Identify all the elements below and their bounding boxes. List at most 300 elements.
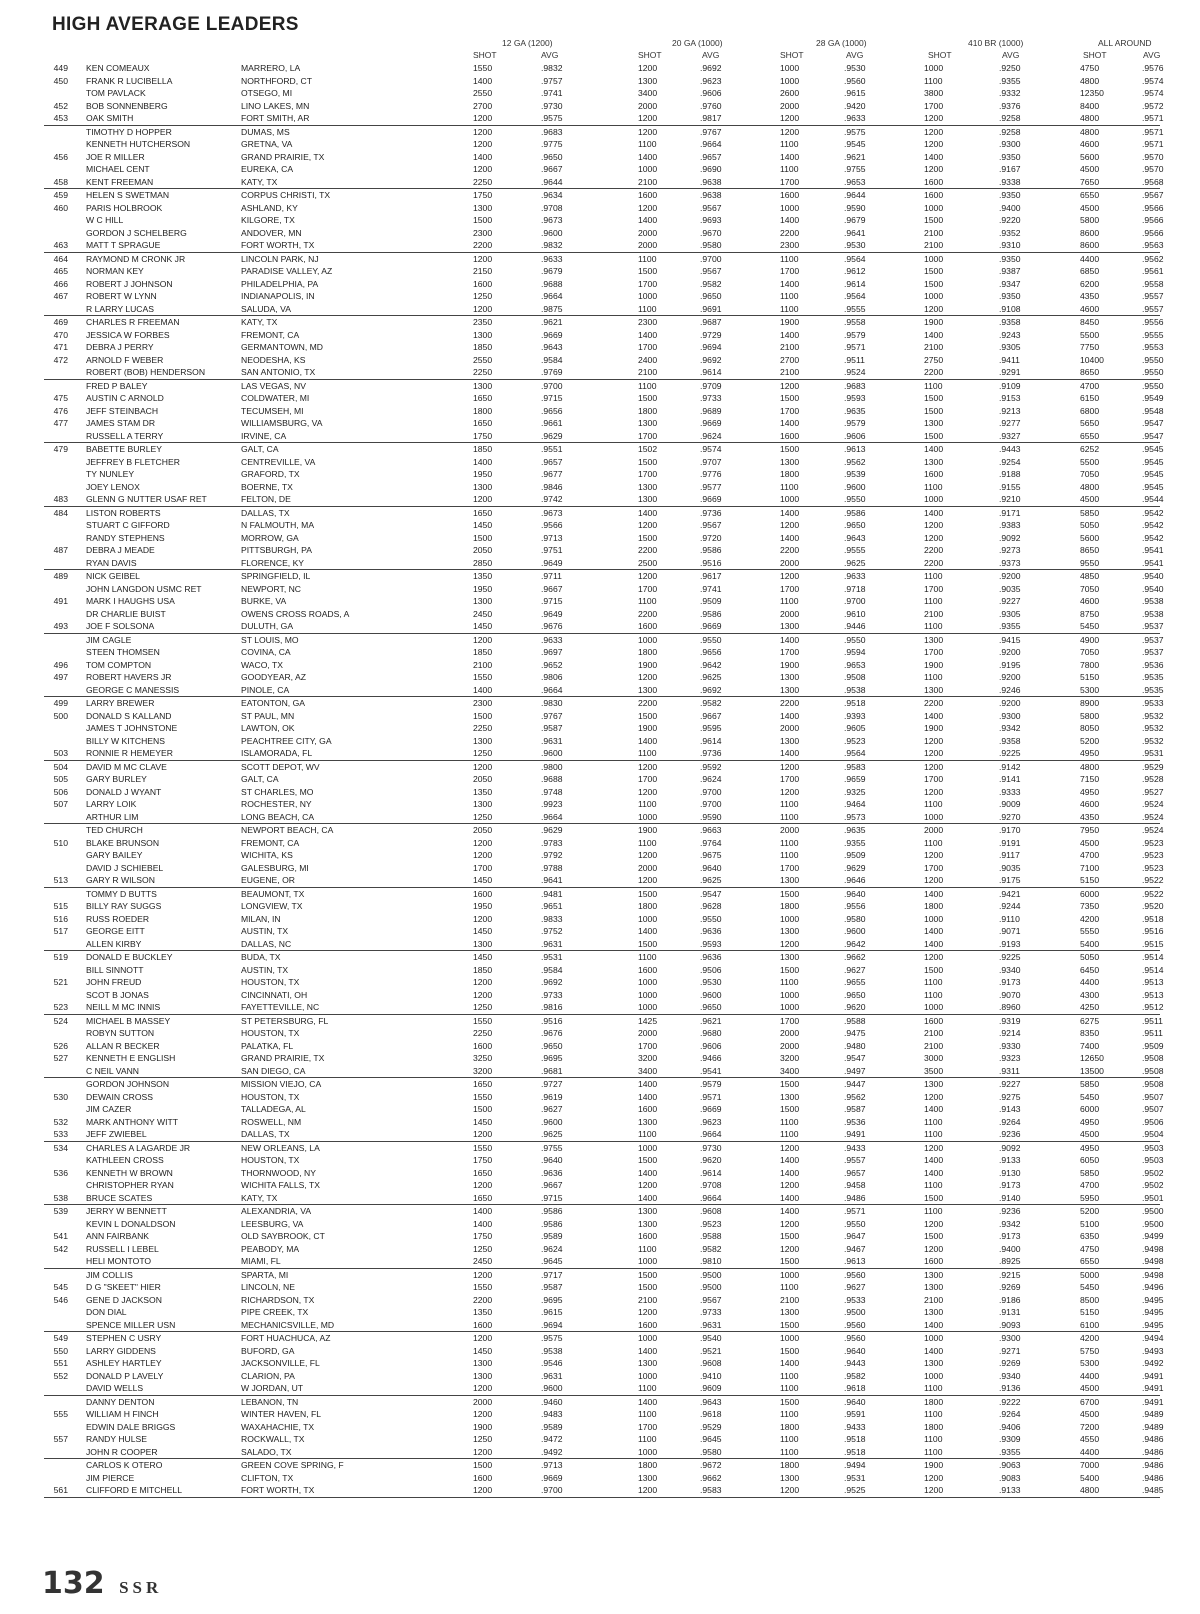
avg-410br: .9300: [999, 139, 1021, 149]
hometown: GOODYEAR, AZ: [241, 672, 306, 682]
hometown: AUSTIN, TX: [241, 926, 289, 936]
avg-all-around: .9498: [1142, 1256, 1164, 1266]
avg-28ga: .9633: [844, 571, 866, 581]
shot-all-around: 5300: [1080, 684, 1100, 695]
avg-12ga: .9676: [541, 1028, 563, 1038]
avg-all-around: .9493: [1142, 1345, 1164, 1356]
avg-410br: .9350: [999, 151, 1021, 162]
avg-all-around: .9574: [1142, 75, 1164, 86]
avg-410br: .9415: [999, 634, 1021, 645]
avg-28ga: .9446: [844, 621, 866, 631]
rank: 484: [53, 507, 68, 518]
shot-410br: 1700: [924, 647, 944, 657]
shot-12ga: 1300: [473, 380, 493, 391]
shot-28ga: 1100: [780, 1116, 799, 1127]
avg-410br: .9264: [999, 1116, 1021, 1127]
avg-all-around: .9513: [1142, 977, 1164, 987]
table-row: [44, 1269, 1164, 1282]
avg-410br: .9142: [999, 761, 1021, 772]
avg-410br: .9133: [999, 1485, 1021, 1495]
shot-410br: 1300: [924, 634, 944, 645]
shot-28ga: 1700: [780, 1015, 800, 1026]
avg-410br: .9291: [999, 367, 1021, 377]
table-row: [44, 417, 1164, 430]
avg-410br: .9063: [999, 1460, 1021, 1470]
shot-12ga: 1200: [473, 1269, 493, 1280]
shooter-name: ALLAN R BECKER: [86, 1040, 160, 1051]
shot-12ga: 2200: [473, 240, 493, 250]
shot-28ga: 1000: [780, 75, 800, 86]
table-row: [44, 722, 1164, 735]
avg-12ga: .9748: [541, 786, 563, 797]
avg-28ga: .9433: [844, 1142, 866, 1153]
avg-410br: .9300: [999, 1333, 1021, 1343]
avg-12ga: .9481: [541, 888, 563, 899]
table-row: [44, 583, 1164, 596]
avg-12ga: .9575: [541, 113, 563, 123]
shot-410br: 3500: [924, 1065, 944, 1076]
avg-all-around: .9571: [1142, 113, 1164, 123]
avg-12ga: .9492: [541, 1446, 563, 1457]
shot-20ga: 1400: [638, 1079, 658, 1089]
avg-410br: .9275: [999, 1091, 1021, 1102]
avg-all-around: .9547: [1142, 430, 1164, 441]
shot-20ga: 1100: [638, 1129, 657, 1139]
avg-12ga: .9629: [541, 825, 563, 835]
shot-12ga: 1650: [473, 418, 493, 428]
shot-28ga: 1500: [780, 444, 800, 454]
hometown: BUFORD, GA: [241, 1345, 295, 1356]
shot-28ga: 1500: [780, 1319, 800, 1330]
shooter-name: MARK ANTHONY WITT: [86, 1116, 178, 1127]
shooter-name: BILL SINNOTT: [86, 964, 144, 975]
avg-410br: .8960: [999, 1002, 1021, 1012]
rank: 516: [53, 913, 68, 924]
avg-410br: .9411: [999, 354, 1020, 365]
shooter-name: KENNETH HUTCHERSON: [86, 139, 191, 149]
avg-20ga: .9590: [700, 811, 722, 822]
rank-group: [44, 1269, 1164, 1333]
shot-410br: 1200: [924, 532, 944, 543]
shot-12ga: 1950: [473, 583, 493, 594]
hometown: KATY, TX: [241, 317, 278, 327]
rank: 449: [53, 63, 68, 73]
rank: 460: [53, 202, 68, 213]
avg-28ga: .9613: [844, 1256, 866, 1266]
avg-410br: .9327: [999, 430, 1021, 441]
avg-12ga: .9700: [541, 1485, 563, 1495]
avg-all-around: .9561: [1142, 266, 1164, 276]
rank: 515: [53, 901, 68, 911]
avg-20ga: .9669: [700, 418, 722, 428]
avg-28ga: .9647: [844, 1231, 866, 1241]
avg-28ga: .9539: [844, 469, 866, 479]
shot-20ga: 1000: [638, 1256, 658, 1266]
shot-12ga: 2000: [473, 1396, 493, 1407]
avg-12ga: .9472: [541, 1434, 563, 1444]
col-20ga-avg: AVG: [702, 50, 720, 60]
rank-group: [44, 1396, 1164, 1460]
rank: 552: [53, 1370, 68, 1381]
shooter-name: ROBERT HAVERS JR: [86, 672, 172, 682]
shot-410br: 1400: [924, 1167, 944, 1178]
avg-28ga: .9530: [844, 240, 866, 250]
table-row: [44, 214, 1164, 227]
avg-12ga: .9875: [541, 303, 563, 314]
rank-group: [44, 380, 1164, 444]
avg-28ga: .9579: [844, 418, 866, 428]
avg-410br: .9340: [999, 964, 1021, 975]
shooter-name: JOE R MILLER: [86, 151, 145, 162]
shooter-name: RUSSELL A TERRY: [86, 430, 164, 441]
rank: 452: [53, 100, 68, 111]
avg-all-around: .9562: [1142, 253, 1164, 264]
avg-12ga: .9667: [541, 1180, 563, 1190]
avg-28ga: .9393: [844, 710, 866, 721]
shot-28ga: 1100: [780, 1434, 799, 1444]
rank: 519: [53, 952, 68, 962]
shooter-name: JIM COLLIS: [86, 1269, 133, 1280]
shot-410br: 1100: [924, 596, 943, 606]
shot-410br: 2100: [924, 227, 944, 238]
avg-28ga: .9586: [844, 507, 866, 518]
shot-410br: 1200: [924, 303, 944, 314]
avg-20ga: .9523: [700, 1218, 722, 1229]
shot-12ga: 1600: [473, 888, 493, 899]
shot-12ga: 1400: [473, 684, 493, 695]
avg-20ga: .9541: [700, 1065, 722, 1076]
rank: 533: [53, 1129, 68, 1139]
hometown: WAXAHACHIE, TX: [241, 1421, 315, 1432]
shot-12ga: 1300: [473, 481, 493, 492]
shot-28ga: 1100: [780, 1446, 799, 1457]
avg-410br: .9171: [999, 507, 1021, 518]
avg-28ga: .9518: [844, 1446, 866, 1457]
shot-20ga: 1200: [638, 786, 658, 797]
avg-all-around: .9508: [1142, 1079, 1164, 1089]
shot-all-around: 5150: [1080, 875, 1100, 885]
hometown: DUMAS, MS: [241, 126, 290, 137]
shot-20ga: 1800: [638, 901, 658, 911]
avg-28ga: .9508: [844, 672, 866, 682]
shot-all-around: 5500: [1080, 329, 1100, 340]
shooter-name: CHARLES R FREEMAN: [86, 317, 180, 327]
avg-28ga: .9464: [844, 799, 866, 809]
avg-410br: .9035: [999, 862, 1021, 873]
table-row: [44, 1370, 1164, 1383]
table-row: [44, 595, 1164, 608]
rank: 463: [53, 240, 68, 250]
shot-410br: 1200: [924, 1243, 944, 1254]
shot-all-around: 4600: [1080, 799, 1100, 809]
hometown: SCOTT DEPOT, WV: [241, 761, 320, 772]
avg-all-around: .9523: [1142, 850, 1164, 860]
avg-12ga: .9688: [541, 774, 563, 784]
shot-20ga: 1600: [638, 1104, 658, 1114]
shooter-name: EDWIN DALE BRIGGS: [86, 1421, 176, 1432]
table-row: [44, 1357, 1164, 1370]
avg-12ga: .9531: [541, 952, 563, 962]
shot-12ga: 2350: [473, 317, 493, 327]
shot-20ga: 1200: [638, 1180, 658, 1190]
avg-20ga: .9609: [700, 1383, 722, 1393]
shot-28ga: 1800: [780, 1460, 800, 1470]
avg-20ga: .9764: [700, 837, 722, 848]
avg-28ga: .9600: [844, 926, 866, 936]
shooter-name: HELI MONTOTO: [86, 1256, 152, 1266]
table-row: [44, 913, 1164, 926]
avg-12ga: .9645: [541, 1256, 563, 1266]
avg-20ga: .9638: [700, 176, 722, 187]
shot-410br: 1100: [924, 837, 943, 848]
avg-28ga: .9433: [844, 1421, 866, 1432]
table-row: [44, 773, 1164, 786]
table-row: [44, 278, 1164, 291]
shot-12ga: 2250: [473, 723, 493, 733]
shooter-name: KEVIN L DONALDSON: [86, 1218, 176, 1229]
avg-410br: .9130: [999, 1167, 1021, 1178]
table-row: [44, 443, 1164, 456]
shot-all-around: 4200: [1080, 913, 1100, 924]
avg-12ga: .9788: [541, 862, 563, 873]
hometown: OWENS CROSS ROADS, A: [241, 608, 350, 619]
avg-28ga: .9642: [844, 938, 866, 949]
avg-28ga: .9545: [844, 139, 866, 149]
avg-28ga: .9573: [844, 811, 866, 822]
hometown: CLARION, PA: [241, 1370, 295, 1381]
avg-28ga: .9646: [844, 875, 866, 885]
shooter-name: KENT FREEMAN: [86, 176, 154, 187]
rank-group: [44, 1078, 1164, 1142]
shot-20ga: 1500: [638, 266, 658, 276]
rank: 534: [53, 1142, 68, 1153]
shooter-name: GEORGE C MANESSIS: [86, 684, 180, 695]
avg-410br: .9400: [999, 1243, 1021, 1254]
table-row: [44, 1205, 1164, 1218]
hometown: SALUDA, VA: [241, 303, 291, 314]
shot-28ga: 1000: [780, 1269, 800, 1280]
shot-410br: 1500: [924, 1231, 944, 1241]
shot-28ga: 1400: [780, 215, 800, 225]
shot-all-around: 6800: [1080, 405, 1100, 416]
shooter-name: ROBYN SUTTON: [86, 1028, 155, 1038]
rank: 483: [53, 494, 68, 504]
table-row: [44, 1472, 1164, 1485]
avg-all-around: .9545: [1142, 481, 1164, 492]
avg-all-around: .9542: [1142, 520, 1164, 530]
col-allaround-avg: AVG: [1143, 50, 1161, 60]
avg-28ga: .9550: [844, 634, 866, 645]
shot-28ga: 1400: [780, 278, 800, 289]
shot-12ga: 1300: [473, 596, 493, 606]
shot-410br: 1800: [924, 1421, 944, 1432]
avg-20ga: .9760: [700, 100, 722, 111]
rank: 539: [53, 1206, 68, 1216]
table-row: [44, 392, 1164, 405]
shot-410br: 1500: [924, 405, 944, 416]
avg-28ga: .9458: [844, 1180, 866, 1190]
avg-12ga: .9538: [541, 1345, 563, 1356]
hometown: JACKSONVILLE, FL: [241, 1358, 320, 1368]
avg-20ga: .9614: [700, 1167, 722, 1178]
shooter-name: TOMMY D BUTTS: [86, 888, 157, 899]
avg-all-around: .9511: [1142, 1028, 1163, 1038]
avg-28ga: .9494: [844, 1460, 866, 1470]
shot-12ga: 1200: [473, 913, 493, 924]
shot-12ga: 2450: [473, 1256, 493, 1266]
shot-20ga: 1100: [638, 837, 657, 848]
shot-28ga: 1100: [780, 977, 799, 987]
shot-28ga: 2000: [780, 100, 800, 111]
shot-20ga: 2100: [638, 1294, 658, 1305]
avg-12ga: .9711: [541, 571, 562, 581]
hometown: CINCINNATI, OH: [241, 989, 308, 1000]
shot-20ga: 1400: [638, 215, 658, 225]
shot-410br: 1500: [924, 1192, 944, 1203]
avg-28ga: .9627: [844, 964, 866, 975]
avg-12ga: .9651: [541, 901, 563, 911]
hometown: ANDOVER, MN: [241, 227, 302, 238]
col-12ga-avg: AVG: [541, 50, 559, 60]
shot-410br: 2200: [924, 367, 944, 377]
shot-20ga: 1500: [638, 888, 658, 899]
shot-410br: 1500: [924, 266, 944, 276]
avg-28ga: .9635: [844, 825, 866, 835]
table-row: [44, 290, 1164, 303]
shot-20ga: 1600: [638, 621, 658, 631]
shot-20ga: 3200: [638, 1053, 658, 1063]
rank-group: [44, 1459, 1164, 1498]
avg-12ga: .9667: [541, 164, 563, 174]
shot-12ga: 1250: [473, 811, 493, 822]
table-row: [44, 735, 1164, 748]
avg-20ga: .9720: [700, 532, 722, 543]
avg-12ga: .9667: [541, 583, 563, 594]
avg-28ga: .9555: [844, 545, 866, 555]
avg-20ga: .9663: [700, 825, 722, 835]
avg-28ga: .9523: [844, 735, 866, 746]
avg-12ga: .9516: [541, 1015, 563, 1026]
avg-all-around: .9531: [1142, 748, 1164, 758]
shot-all-around: 12350: [1080, 88, 1104, 98]
shot-28ga: 1200: [780, 786, 800, 797]
rank-group: [44, 951, 1164, 1015]
avg-12ga: .9846: [541, 481, 563, 492]
shot-12ga: 1250: [473, 291, 493, 301]
table-row: [44, 468, 1164, 481]
shot-20ga: 1100: [638, 952, 657, 962]
shot-12ga: 1400: [473, 75, 493, 86]
avg-28ga: .9531: [844, 1472, 866, 1483]
hometown: TECUMSEH, MI: [241, 405, 304, 416]
shot-410br: 1400: [924, 507, 944, 518]
avg-20ga: .9692: [700, 354, 722, 365]
avg-all-around: .9528: [1142, 774, 1164, 784]
shot-all-around: 4600: [1080, 303, 1100, 314]
shot-20ga: 1000: [638, 1370, 658, 1381]
avg-20ga: .9623: [700, 1116, 722, 1127]
avg-12ga: .9575: [541, 1333, 563, 1343]
shooter-name: DONALD E BUCKLEY: [86, 952, 173, 962]
rank: 507: [53, 799, 68, 809]
avg-12ga: .9566: [541, 520, 563, 530]
avg-20ga: .9567: [700, 1294, 722, 1305]
avg-28ga: .9538: [844, 684, 866, 695]
rank: 521: [53, 977, 68, 987]
avg-410br: .9200: [999, 698, 1021, 708]
avg-all-around: .9572: [1142, 100, 1164, 111]
avg-28ga: .9644: [844, 190, 866, 200]
avg-20ga: .9675: [700, 850, 722, 860]
shooter-name: DEBRA J PERRY: [86, 342, 154, 352]
shot-20ga: 1200: [638, 1485, 658, 1495]
shot-12ga: 1550: [473, 1142, 493, 1153]
hometown: SAN DIEGO, CA: [241, 1065, 306, 1076]
avg-20ga: .9645: [700, 1434, 722, 1444]
shooter-name: MARK I HAUGHS USA: [86, 596, 175, 606]
shot-all-around: 8600: [1080, 227, 1100, 238]
shot-20ga: 1400: [638, 151, 658, 162]
shot-all-around: 5450: [1080, 1091, 1100, 1102]
hometown: FORT SMITH, AR: [241, 113, 310, 123]
shot-410br: 1100: [924, 1409, 943, 1419]
shooter-name: ASHLEY HARTLEY: [86, 1358, 162, 1368]
shot-20ga: 1300: [638, 1472, 658, 1483]
shooter-name: STEEN THOMSEN: [86, 647, 160, 657]
avg-410br: .9443: [999, 444, 1021, 454]
avg-20ga: .9586: [700, 545, 722, 555]
shot-all-around: 4700: [1080, 380, 1100, 391]
shooter-name: GEORGE EITT: [86, 926, 145, 936]
shot-410br: 2100: [924, 1294, 944, 1305]
shot-410br: 1000: [924, 202, 944, 213]
avg-20ga: .9700: [700, 799, 722, 809]
shot-20ga: 1400: [638, 1345, 658, 1356]
avg-410br: .9225: [999, 748, 1021, 758]
rank: 456: [53, 151, 68, 162]
avg-410br: .9220: [999, 215, 1021, 225]
col-410br-avg: AVG: [1002, 50, 1020, 60]
shot-12ga: 1200: [473, 253, 493, 264]
avg-410br: .9191: [999, 837, 1021, 848]
shot-28ga: 1200: [780, 1180, 800, 1190]
avg-all-around: .9503: [1142, 1142, 1164, 1153]
shooter-name: JESSICA W FORBES: [86, 329, 170, 340]
avg-410br: .9200: [999, 647, 1021, 657]
table-row: [44, 837, 1164, 850]
avg-12ga: .9643: [541, 342, 563, 352]
shot-20ga: 1300: [638, 684, 658, 695]
shot-410br: 1700: [924, 583, 944, 594]
shot-20ga: 1500: [638, 1282, 658, 1292]
avg-28ga: .9550: [844, 494, 866, 504]
avg-all-around: .9486: [1142, 1460, 1164, 1470]
avg-12ga: .9652: [541, 659, 563, 670]
avg-410br: .9350: [999, 190, 1021, 200]
table-row: [44, 710, 1164, 723]
shot-410br: 1100: [924, 1180, 943, 1190]
shot-all-around: 4750: [1080, 63, 1100, 73]
shot-12ga: 1200: [473, 1446, 493, 1457]
shot-20ga: 1100: [638, 1409, 657, 1419]
shot-410br: 1600: [924, 1015, 944, 1026]
avg-12ga: .9715: [541, 596, 563, 606]
shot-12ga: 1300: [473, 735, 493, 746]
hometown: PIPE CREEK, TX: [241, 1307, 309, 1317]
avg-28ga: .9640: [844, 888, 866, 899]
avg-410br: .9243: [999, 329, 1021, 340]
shot-410br: 1100: [924, 571, 943, 581]
